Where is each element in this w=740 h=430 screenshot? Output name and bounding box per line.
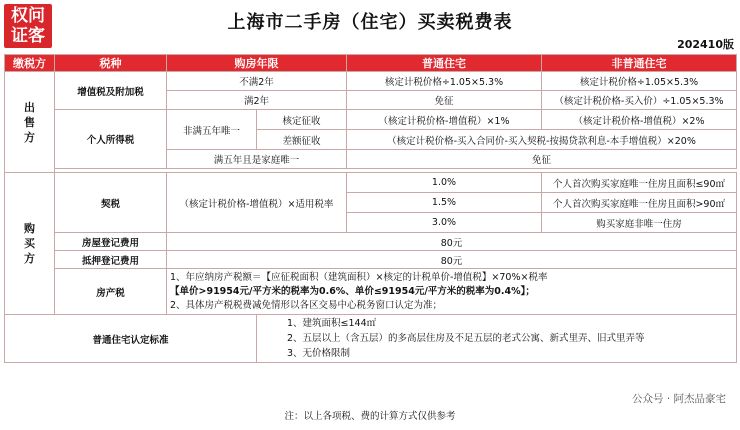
property-tax-desc — [167, 269, 737, 315]
logo-line-2: 证客 — [11, 26, 45, 46]
property-tax-line: 【单价>91954元/平方米的税率为0.6%、单价≤91954元/平方米的税率为0.4%】； — [170, 285, 535, 297]
vat-ge2: 满2年 — [167, 91, 347, 110]
reg-value: 80元 — [167, 233, 737, 251]
pit-verified: 核定征收 — [257, 110, 347, 130]
table-row — [5, 315, 737, 363]
mortgage-name: 抵押登记费用 — [55, 251, 167, 269]
table-row — [5, 233, 737, 251]
deed-cond: 个人首次购买家庭唯一住房且面积>90㎡ — [542, 193, 737, 213]
seller-char: 出 — [24, 100, 35, 114]
deed-cond: 购买家庭非唯一住房 — [542, 213, 737, 233]
seller-char: 方 — [24, 130, 35, 144]
standard-name: 普通住宅认定标准 — [5, 315, 257, 363]
vat-ge2-normal: 免征 — [347, 91, 542, 110]
vat-lt2: 不满2年 — [167, 72, 347, 91]
vat-lt2-normal: 核定计税价格÷1.05×5.3% — [347, 72, 542, 91]
tax-table — [4, 54, 737, 363]
vat-lt2-nonnormal: 核定计税价格÷1.05×5.3% — [542, 72, 737, 91]
standard-line: 3、无价格限制 — [287, 348, 351, 359]
version-label: 202410版 — [677, 38, 734, 51]
buyer-char: 购 — [24, 222, 35, 235]
buyer-char: 买 — [24, 237, 35, 250]
header-tax-type: 税种 — [55, 55, 167, 72]
deed-name: 契税 — [55, 173, 167, 233]
property-tax-line: 1、年应纳房产税额＝【应征税面积（建筑面积）×核定的计税单价-增值税】×70%×税率 — [170, 271, 548, 283]
pit-five: 满五年且是家庭唯一 — [167, 150, 347, 169]
header-row — [5, 55, 737, 72]
deed-rate: 1.5% — [347, 193, 542, 213]
vat-name: 增值税及附加税 — [55, 72, 167, 110]
table-row — [5, 173, 737, 193]
deed-cond: 个人首次购买家庭唯一住房且面积≤90㎡ — [542, 173, 737, 193]
table-row — [5, 72, 737, 91]
pit-five-value: 免征 — [347, 150, 737, 169]
header-nonnormal: 非普通住宅 — [542, 55, 737, 72]
standard-desc — [257, 315, 737, 363]
page-title: 上海市二手房（住宅）买卖税费表 — [227, 12, 513, 33]
header-years: 购房年限 — [167, 55, 347, 72]
pit-diff: 差额征收 — [257, 130, 347, 150]
table-row — [5, 269, 737, 315]
seller-char: 售 — [24, 115, 35, 129]
pit-cond: 非满五年唯一 — [167, 110, 257, 150]
property-tax-line: 2、具体房产税税费减免情形以各区交易中心税务窗口认定为准； — [170, 299, 443, 311]
table-row — [5, 251, 737, 269]
pit-name: 个人所得税 — [55, 110, 167, 169]
header-payer: 缴税方 — [5, 55, 55, 72]
seller-label — [5, 72, 55, 173]
footnote: 注：以上各项税、费的计算方式仅供参考 — [284, 411, 456, 422]
deed-formula: （核定计税价格-增值税）×适用税率 — [167, 173, 347, 233]
buyer-char: 方 — [24, 252, 35, 265]
standard-line: 1、建筑面积≤144㎡ — [287, 318, 377, 329]
deed-rate: 3.0% — [347, 213, 542, 233]
mortgage-value: 80元 — [167, 251, 737, 269]
watermark: 公众号 · 阿杰品豪宅 — [631, 393, 726, 405]
table-row — [5, 110, 737, 130]
standard-line: 2、五层以上（含五层）的多高层住房及不足五层的老式公寓、新式里弄、旧式里弄等 — [287, 333, 645, 344]
deed-rate: 1.0% — [347, 173, 542, 193]
pit-verified-normal: （核定计税价格-增值税）×1% — [347, 110, 542, 130]
header-normal: 普通住宅 — [347, 55, 542, 72]
property-tax-name: 房产税 — [55, 269, 167, 315]
pit-verified-nonnormal: （核定计税价格-增值税）×2% — [542, 110, 737, 130]
vat-ge2-nonnormal: （核定计税价格-买入价）÷1.05×5.3% — [542, 91, 737, 110]
buyer-label — [5, 173, 55, 315]
pit-diff-formula: （核定计税价格-买入合同价-买入契税-按揭贷款利息-本手增值税）×20% — [347, 130, 737, 150]
logo-line-1: 权问 — [11, 6, 45, 26]
reg-name: 房屋登记费用 — [55, 233, 167, 251]
